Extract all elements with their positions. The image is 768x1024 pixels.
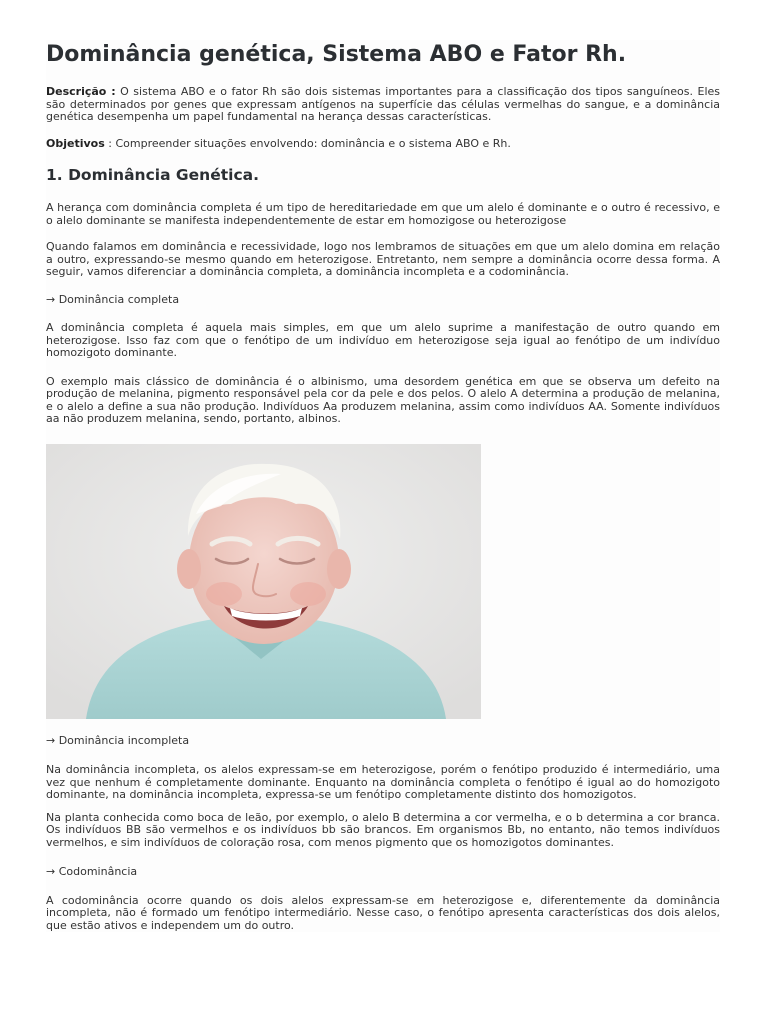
objectives-paragraph <box>46 138 720 151</box>
albino-person-photo <box>46 444 481 719</box>
paragraph-albinismo: O exemplo mais clássico de dominância é o albinismo, uma desordem genética em que se observa um defeito na produção de melanina, pigmento responsável pela cor da pele e dos pelos. O alelo A determina a produção de melanina, e o alelo a define a sua não produção. Indivíduos Aa produzem melanina, assim como indivíduos AA. Somente indivíduos aa não produzem melanina, sendo, portanto, albinos. <box>46 374 720 425</box>
paragraph-dominancia-completa: A dominância completa é aquela mais simples, em que um alelo suprime a manifestação de outro quando em heterozigose. Isso faz com que o fenótipo de um indivíduo em heterozigose seja igual ao fenótipo de um indivíduo homozigoto dominante. <box>46 321 720 359</box>
paragraph-dominancia-incompleta: Na dominância incompleta, os alelos expressam-se em heterozigose, porém o fenótipo produzido é intermediário, uma vez que nenhum é completamente dominante. Enquanto na dominância completa o fenótipo é igual ao do homozigoto dominante, na dominância incompleta, expressa-se um fenótipo completamente distinto dos homozigotos. <box>46 763 720 801</box>
subheading-dominancia-incompleta: → Dominância incompleta <box>46 733 190 747</box>
objectives-label: Objetivos <box>46 136 105 150</box>
subheading-dominancia-completa: → Dominância completa <box>46 292 180 306</box>
paragraph-dominancia-recessividade: Quando falamos em dominância e recessividade, logo nos lembramos de situações em que um alelo domina em relação a outro, expressando-se mesmo quando em heterozigose. Entretanto, nem sempre a dominância ocorre dessa forma. A seguir, vamos diferenciar a dominância completa, a dominância incompleta e a codominância. <box>46 240 720 278</box>
description-paragraph <box>46 86 720 124</box>
page-title: Dominância genética, Sistema ABO e Fator Rh. <box>46 42 627 67</box>
description-label: Descrição : <box>46 85 116 98</box>
photo-illustration <box>46 444 481 719</box>
objectives-text: : Compreender situações envolvendo: dominância e o sistema ABO e Rh. <box>104 136 511 150</box>
document-content <box>46 40 720 932</box>
paragraph-heranca: A herança com dominância completa é um tipo de hereditariedade em que um alelo é dominante e o outro é recessivo, e o alelo dominante se manifesta independentemente de estar em homozigose ou heterozigose <box>46 201 720 227</box>
description-text: O sistema ABO e o fator Rh são dois sistemas importantes para a classificação dos tipos sanguíneos. Eles são determinados por genes que expressam antígenos na superfície das células vermelhas do sangue, e a dominância genética desempenha um papel fundamental na herança dessas características. <box>46 85 720 123</box>
section-heading: 1. Dominância Genética. <box>46 166 259 184</box>
paragraph-codominancia: A codominância ocorre quando os dois alelos expressam-se em heterozigose e, diferentemente da dominância incompleta, não é formado um fenótipo intermediário. Nesse caso, o fenótipo apresenta características dos dois alelos, que estão ativos e independem um do outro. <box>46 893 720 932</box>
paragraph-boca-de-leao: Na planta conhecida como boca de leão, por exemplo, o alelo B determina a cor vermelha, e o b determina a cor branca. Os indivíduos BB são vermelhos e os indivíduos bb são brancos. Em organismos Bb, no entanto, não temos indivíduos vermelhos, e sim indivíduos de coloração rosa, com menos pigmento que os homozigotos dominantes. <box>46 810 720 849</box>
subheading-codominancia: → Codominância <box>46 865 138 878</box>
